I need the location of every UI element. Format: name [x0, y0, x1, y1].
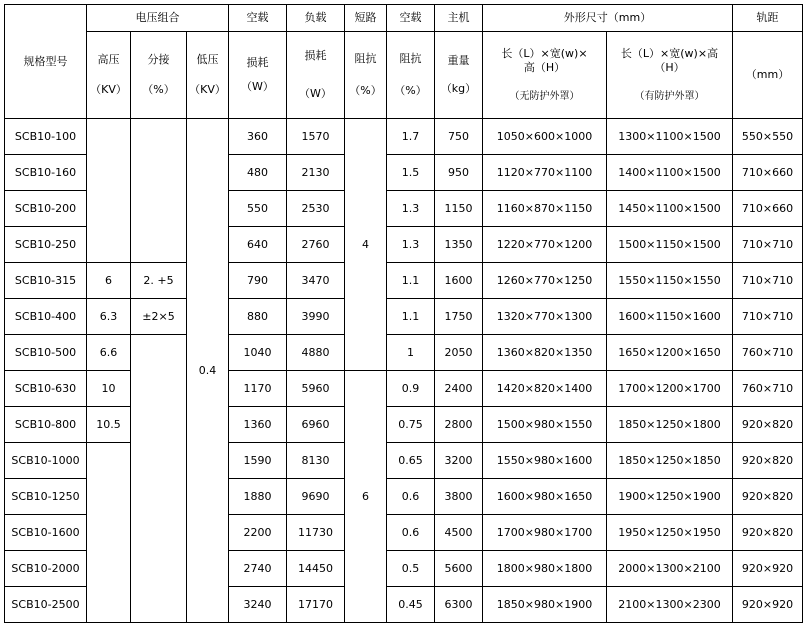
cell-dim-with-cover: 1500×1150×1500 — [607, 227, 733, 263]
header-dim-no-cover: 长（L）×宽(w)× 高（H） （无防护外罩） — [483, 32, 607, 119]
header-short-circuit: 短路 — [345, 5, 387, 32]
header-load-loss: 损耗 （W） — [287, 32, 345, 119]
cell-weight: 3200 — [435, 443, 483, 479]
cell-gauge: 920×820 — [733, 515, 803, 551]
cell-dim-no-cover: 1500×980×1550 — [483, 407, 607, 443]
transformer-spec-table — [4, 4, 803, 623]
cell-model: SCB10-800 — [5, 407, 87, 443]
cell-model: SCB10-1000 — [5, 443, 87, 479]
cell-gauge: 710×710 — [733, 227, 803, 263]
cell-gauge: 710×710 — [733, 263, 803, 299]
cell-no-load-current: 0.65 — [387, 443, 435, 479]
cell-no-load-loss: 360 — [229, 119, 287, 155]
cell-dim-no-cover: 1160×870×1150 — [483, 191, 607, 227]
cell-dim-with-cover: 1300×1100×1500 — [607, 119, 733, 155]
cell-model: SCB10-500 — [5, 335, 87, 371]
cell-dim-with-cover: 1550×1150×1550 — [607, 263, 733, 299]
cell-dim-no-cover: 1120×770×1100 — [483, 155, 607, 191]
cell-tap-blank — [131, 119, 187, 263]
table-row — [5, 119, 803, 155]
cell-hv-blank-2 — [87, 443, 131, 623]
cell-no-load-loss: 480 — [229, 155, 287, 191]
cell-model: SCB10-1600 — [5, 515, 87, 551]
table-header-sub-row — [5, 32, 803, 119]
cell-model: SCB10-1250 — [5, 479, 87, 515]
cell-no-load-current: 1.1 — [387, 263, 435, 299]
cell-load-loss: 9690 — [287, 479, 345, 515]
header-track-gauge: 轨距 — [733, 5, 803, 32]
cell-no-load-current: 0.6 — [387, 515, 435, 551]
cell-dim-no-cover: 1420×820×1400 — [483, 371, 607, 407]
cell-hv: 10 — [87, 371, 131, 407]
cell-dim-with-cover: 2000×1300×2100 — [607, 551, 733, 587]
cell-no-load-loss: 1590 — [229, 443, 287, 479]
cell-hv: 6.3 — [87, 299, 131, 335]
cell-no-load-loss: 1040 — [229, 335, 287, 371]
cell-dim-no-cover: 1550×980×1600 — [483, 443, 607, 479]
cell-no-load-current: 1.3 — [387, 227, 435, 263]
cell-load-loss: 3990 — [287, 299, 345, 335]
cell-weight: 950 — [435, 155, 483, 191]
cell-weight: 2400 — [435, 371, 483, 407]
cell-model: SCB10-200 — [5, 191, 87, 227]
cell-no-load-loss: 880 — [229, 299, 287, 335]
cell-dim-no-cover: 1320×770×1300 — [483, 299, 607, 335]
cell-dim-with-cover: 1650×1200×1650 — [607, 335, 733, 371]
cell-gauge: 920×820 — [733, 443, 803, 479]
cell-gauge: 920×820 — [733, 479, 803, 515]
cell-no-load-current: 1.5 — [387, 155, 435, 191]
cell-dim-no-cover: 1850×980×1900 — [483, 587, 607, 623]
cell-no-load-current: 0.75 — [387, 407, 435, 443]
cell-gauge: 920×820 — [733, 407, 803, 443]
cell-model: SCB10-250 — [5, 227, 87, 263]
cell-weight: 2800 — [435, 407, 483, 443]
cell-no-load-loss: 790 — [229, 263, 287, 299]
cell-no-load-current: 1 — [387, 335, 435, 371]
header-voltage-combination: 电压组合 — [87, 5, 229, 32]
cell-dim-no-cover: 1700×980×1700 — [483, 515, 607, 551]
cell-no-load-loss: 1880 — [229, 479, 287, 515]
cell-no-load-loss: 1170 — [229, 371, 287, 407]
cell-tap-line2: ±2×5 — [131, 299, 187, 335]
cell-tap-line1: 2. +5 — [131, 263, 187, 299]
cell-model: SCB10-315 — [5, 263, 87, 299]
header-gauge-unit: （mm） — [733, 32, 803, 119]
cell-load-loss: 6960 — [287, 407, 345, 443]
cell-load-loss: 2760 — [287, 227, 345, 263]
cell-load-loss: 11730 — [287, 515, 345, 551]
cell-load-loss: 8130 — [287, 443, 345, 479]
cell-no-load-current: 1.3 — [387, 191, 435, 227]
header-sc-impedance: 阻抗 （%） — [345, 32, 387, 119]
cell-model: SCB10-2000 — [5, 551, 87, 587]
header-dim-with-cover: 长（L）×宽(w)×高 （H） （有防护外罩） — [607, 32, 733, 119]
cell-load-loss: 17170 — [287, 587, 345, 623]
cell-dim-with-cover: 1600×1150×1600 — [607, 299, 733, 335]
header-no-load-2: 空载 — [387, 5, 435, 32]
cell-gauge: 760×710 — [733, 335, 803, 371]
cell-dim-no-cover: 1220×770×1200 — [483, 227, 607, 263]
table-row — [5, 263, 803, 299]
cell-weight: 4500 — [435, 515, 483, 551]
cell-no-load-loss: 550 — [229, 191, 287, 227]
cell-weight: 5600 — [435, 551, 483, 587]
cell-no-load-current: 1.1 — [387, 299, 435, 335]
table-row — [5, 335, 803, 371]
cell-no-load-current: 0.6 — [387, 479, 435, 515]
cell-weight: 1350 — [435, 227, 483, 263]
header-main-body: 主机 — [435, 5, 483, 32]
cell-dim-with-cover: 1400×1100×1500 — [607, 155, 733, 191]
cell-gauge: 550×550 — [733, 119, 803, 155]
cell-load-loss: 3470 — [287, 263, 345, 299]
cell-hv: 6 — [87, 263, 131, 299]
cell-dim-with-cover: 1850×1250×1850 — [607, 443, 733, 479]
table-row — [5, 371, 803, 407]
cell-dim-with-cover: 1900×1250×1900 — [607, 479, 733, 515]
cell-dim-no-cover: 1600×980×1650 — [483, 479, 607, 515]
cell-no-load-loss: 640 — [229, 227, 287, 263]
cell-model: SCB10-2500 — [5, 587, 87, 623]
table-row — [5, 443, 803, 479]
cell-dim-no-cover: 1800×980×1800 — [483, 551, 607, 587]
cell-dim-with-cover: 1700×1200×1700 — [607, 371, 733, 407]
cell-hv: 6.6 — [87, 335, 131, 371]
cell-gauge: 920×920 — [733, 587, 803, 623]
cell-weight: 750 — [435, 119, 483, 155]
cell-no-load-loss: 2740 — [229, 551, 287, 587]
cell-model: SCB10-630 — [5, 371, 87, 407]
cell-gauge: 710×710 — [733, 299, 803, 335]
cell-weight: 1600 — [435, 263, 483, 299]
cell-weight: 6300 — [435, 587, 483, 623]
cell-gauge: 920×920 — [733, 551, 803, 587]
header-load: 负载 — [287, 5, 345, 32]
cell-load-loss: 14450 — [287, 551, 345, 587]
cell-hv-blank — [87, 119, 131, 263]
cell-no-load-loss: 1360 — [229, 407, 287, 443]
cell-gauge: 710×660 — [733, 155, 803, 191]
cell-model: SCB10-100 — [5, 119, 87, 155]
table-row — [5, 299, 803, 335]
header-overall-dimensions: 外形尺寸（mm） — [483, 5, 733, 32]
cell-no-load-current: 0.45 — [387, 587, 435, 623]
header-lv: 低压 （KV） — [187, 32, 229, 119]
cell-gauge: 760×710 — [733, 371, 803, 407]
cell-load-loss: 2130 — [287, 155, 345, 191]
cell-load-loss: 2530 — [287, 191, 345, 227]
cell-no-load-current: 0.9 — [387, 371, 435, 407]
header-hv: 高压 （KV） — [87, 32, 131, 119]
cell-sc-impedance: 4 — [345, 119, 387, 371]
cell-model: SCB10-160 — [5, 155, 87, 191]
cell-no-load-loss: 3240 — [229, 587, 287, 623]
cell-dim-with-cover: 1850×1250×1800 — [607, 407, 733, 443]
cell-tap-blank-2 — [131, 335, 187, 623]
header-no-load-current: 阻抗 （%） — [387, 32, 435, 119]
table-header-group-row — [5, 5, 803, 32]
cell-load-loss: 1570 — [287, 119, 345, 155]
cell-no-load-loss: 2200 — [229, 515, 287, 551]
cell-gauge: 710×660 — [733, 191, 803, 227]
cell-lv: 0.4 — [187, 119, 229, 623]
header-weight: 重量 （kg） — [435, 32, 483, 119]
cell-model: SCB10-400 — [5, 299, 87, 335]
cell-weight: 1150 — [435, 191, 483, 227]
cell-dim-with-cover: 1950×1250×1950 — [607, 515, 733, 551]
cell-load-loss: 5960 — [287, 371, 345, 407]
header-model: 规格型号 — [5, 5, 87, 119]
cell-dim-no-cover: 1050×600×1000 — [483, 119, 607, 155]
header-no-load: 空载 — [229, 5, 287, 32]
header-tap: 分接 （%） — [131, 32, 187, 119]
spec-sheet — [0, 4, 794, 611]
header-no-load-loss: 损耗 （W） — [229, 32, 287, 119]
cell-dim-no-cover: 1260×770×1250 — [483, 263, 607, 299]
cell-dim-with-cover: 1450×1100×1500 — [607, 191, 733, 227]
table-row — [5, 407, 803, 443]
cell-dim-no-cover: 1360×820×1350 — [483, 335, 607, 371]
cell-weight: 3800 — [435, 479, 483, 515]
cell-load-loss: 4880 — [287, 335, 345, 371]
cell-weight: 1750 — [435, 299, 483, 335]
cell-sc-impedance: 6 — [345, 371, 387, 623]
cell-hv: 10.5 — [87, 407, 131, 443]
cell-no-load-current: 1.7 — [387, 119, 435, 155]
cell-dim-with-cover: 2100×1300×2300 — [607, 587, 733, 623]
cell-no-load-current: 0.5 — [387, 551, 435, 587]
cell-weight: 2050 — [435, 335, 483, 371]
